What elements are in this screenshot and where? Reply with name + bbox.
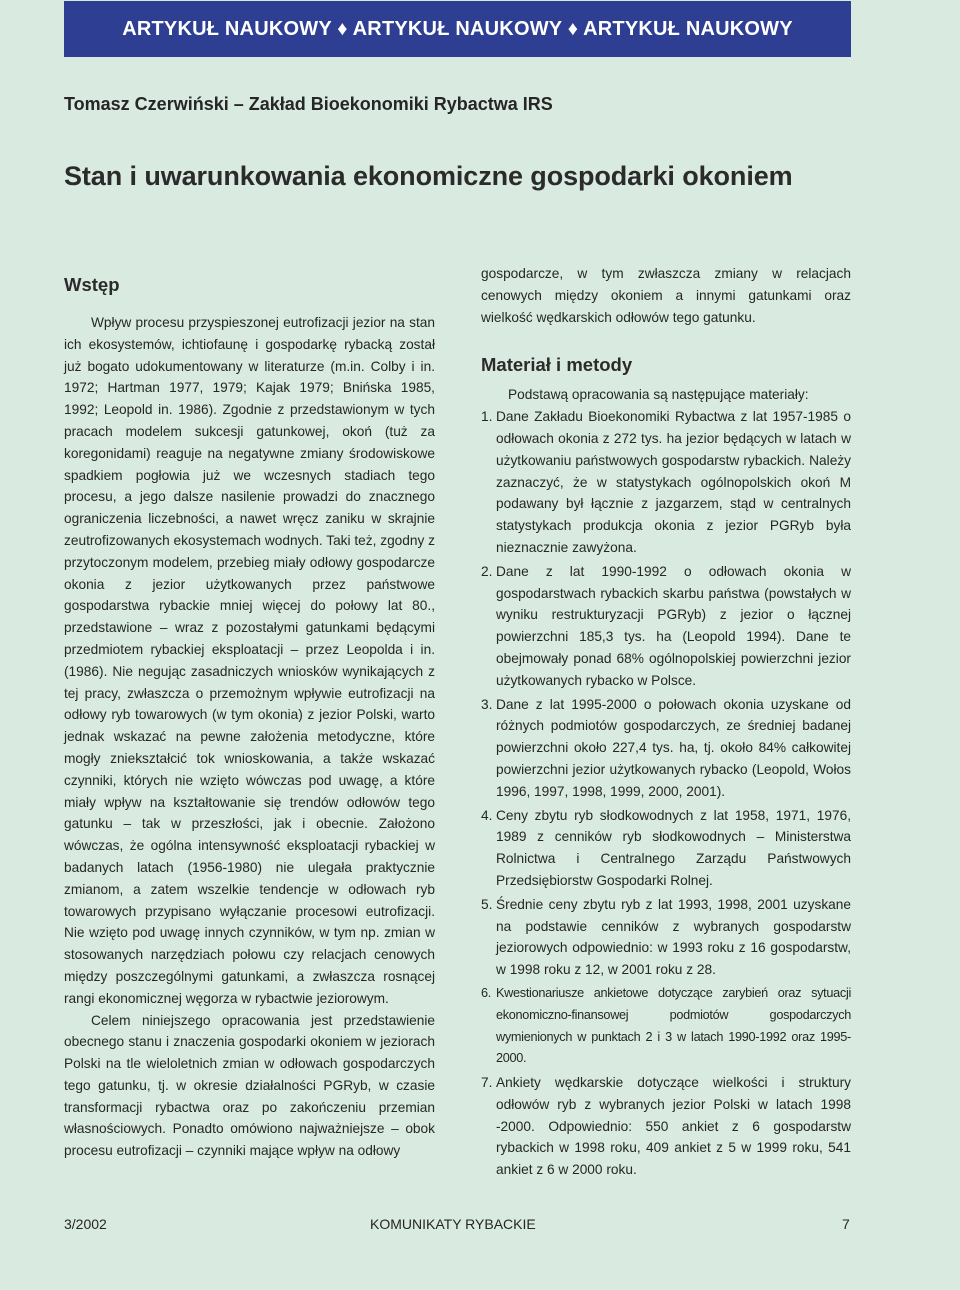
- intro-paragraph-1: Wpływ procesu przyspieszonej eutrofizacji jezior na stan ich ekosystemów, ichtiofaunę i gospodarkę rybacką został już bogato udokumentowany w literaturze (m.in. Colby i in. 1972; Hartman 1977, 1979; Kajak 1979; Bnińska 1985, 1992; Leopold in. 1986). Zgodnie z przedstawionym w tych pracach modelem sukcesji gatunkowej, okoń (tuż za koregonidami) reaguje na negatywne zmiany środowiskowe spadkiem pogłowia już we wczesnych stadiach tego procesu, a jego dalsze nasilenie prowadzi do znacznego ograniczenia liczebności, a nawet wręcz zaniku w skrajnie zeutrofizowanych ekosystemach wodnych. Taki też, zgodny z przytoczonym modelem, przebieg miały odłowy gospodarcze okonia z jezior użytkowanych przez państwowe gospodarstwa rybackie mniej więcej do połowy lat 80., przedstawione – wraz z pozostałymi gatunkami będącymi przedmiotem rybackiej eksploatacji – przez Leopolda i in. (1986). Nie negując zasadniczych wniosków wynikających z tej pracy, zwłaszcza o przemożnym wpływie eutrofizacji na odłowy ryb towarowych (w tym okonia) z jezior Polski, warto jednak wskazać na pewne założenia metodyczne, które mogły zniekształcić tok wnioskowania, a także wskazać czynniki, których nie wzięto wówczas pod uwagę, a które miały wpływ na kształtowanie się trendów odłowów tego gatunku – tak w przeszłości, jak i obecnie. Założono wówczas, że ogólna intensywność eksploatacji rybackiej w badanych latach (1956-1980) nie ulegała praktycznie zmianom, a zatem wszelkie tendencje w odłowach ryb towarowych przypisano wyłączanie procesowi eutrofizacji. Nie wzięto pod uwagę innych czynników, w tym np. zmian w stosowanych narzędziach połowu czy relacjach cenowych między poszczególnymi gatunkami, a zwłaszcza rosnącej rangi ekonomicznej węgorza w rybactwie jeziorowym.: [64, 315, 436, 1006]
- list-item-text: Dane z lat 1995-2000 o połowach okonia uzyskane od różnych podmiotów gospodarczych, ze średniej badanej powierzchni około 227,4 tys. ha, tj. około 84% całkowitej powierzchni jezior użytkowanych rybacko (Leopold, Wołos 1996, 1997, 1998, 1999, 2000, 2001).: [496, 696, 851, 799]
- list-item-text: Ankiety wędkarskie dotyczące wielkości i struktury odłowów ryb z wybranych jezior Polski w latach 1998 -2000. Odpowiednio: 550 ankiet z 6 gospodarstw rybackich w 1998 roku, 409 ankiet z 5 w 1999 roku, 541 ankiet z 6 w 2000 roku.: [496, 1075, 851, 1178]
- list-item-number: 2.: [481, 563, 493, 579]
- section-banner: ARTYKUŁ NAUKOWY ♦ ARTYKUŁ NAUKOWY ♦ ARTYKUŁ NAUKOWY: [64, 1, 851, 57]
- footer-journal-name: KOMUNIKATY RYBACKIE: [370, 1216, 536, 1232]
- footer-issue: 3/2002: [64, 1216, 107, 1232]
- list-item-text: Średnie ceny zbytu ryb z lat 1993, 1998, 2001 uzyskane na podstawie cenników z wybranych gospodarstw jeziorowych odpowiednio: w 1993 roku z 16 gospodarstw, w 1998 roku z 12, w 2001 roku z 28.: [496, 896, 851, 978]
- intro-continuation: gospodarcze, w tym zwłaszcza zmiany w relacjach cenowych między okoniem a innymi gatunkami oraz wielkość wędkarskich odłowów tego gatunku.: [481, 266, 851, 325]
- list-item-number: 4.: [481, 807, 493, 823]
- list-item-number: 7.: [481, 1075, 493, 1091]
- materials-list-item: [481, 406, 851, 559]
- article-title: Stan i uwarunkowania ekonomiczne gospodarki okoniem: [64, 161, 793, 191]
- list-item-number: 1.: [481, 409, 493, 425]
- materials-list-item: [481, 694, 851, 803]
- list-item-text: Dane z lat 1990-1992 o odłowach okonia w gospodarstwach rybackich skarbu państwa (powstałych w wyniku restrukturyzacji PGRyb) z jezior o łącznej powierzchni 185,3 tys. ha (Leopold 1994). Dane te obejmowały ponad 68% ogólnopolskiej powierzchni jezior użytkowanych rybacko w Polsce.: [496, 563, 851, 688]
- methods-intro: Podstawą opracowania są następujące materiały:: [508, 387, 809, 403]
- list-item-number: 3.: [481, 696, 493, 712]
- list-item-number: 5.: [481, 896, 493, 912]
- materials-list-item: [481, 805, 851, 892]
- materials-list-item: [481, 983, 851, 1070]
- list-item-text: Ceny zbytu ryb słodkowodnych z lat 1958, 1971, 1976, 1989 z cenników ryb słodkowodnych – Ministerstwa Rolnictwa i Centralnego Zarządu Państwowych Przedsiębiorstw Gospodarki Rolnej.: [496, 807, 851, 888]
- materials-list-item: [481, 561, 851, 692]
- right-column: [481, 263, 851, 1181]
- left-column: [64, 270, 435, 1162]
- materials-list: [481, 406, 851, 1181]
- list-item-number: 6.: [481, 985, 491, 1000]
- list-item-text: Kwestionariusze ankietowe dotyczące zarybień oraz sytuacji ekonomiczno-finansowej podmiotów gospodarczych wymienionych w punktach 2 i 3 w latach 1990-1992 oraz 1995-2000.: [496, 985, 851, 1066]
- intro-heading: Wstęp: [64, 274, 120, 295]
- footer-page-number: 7: [842, 1216, 850, 1232]
- materials-list-item: [481, 1072, 851, 1181]
- author-affiliation: Tomasz Czerwiński – Zakład Bioekonomiki Rybactwa IRS: [64, 94, 553, 114]
- methods-heading: Materiał i metody: [481, 354, 633, 376]
- intro-paragraph-2: Celem niniejszego opracowania jest przedstawienie obecnego stanu i znaczenia gospodarki okoniem w jeziorach Polski na tle wieloletnich zmian w odłowach gospodarczych tego gatunku, tj. w okresie działalności PGRyb, w czasie transformacji rybactwa oraz po zakończeniu przemian własnościowych. Ponadto omówiono najważniejsze – obok procesu eutrofizacji – czynniki mające wpływ na odłowy: [64, 1012, 435, 1159]
- list-item-text: Dane Zakładu Bioekonomiki Rybactwa z lat 1957-1985 o odłowach okonia z 272 tys. ha jezior będących w latach w użytkowaniu państwowych gospodarstw rybackich. Należy zaznaczyć, że w statystykach ogólnopolskich okoń M podawany był łącznie z jazgarzem, stąd w centralnych statystykach produkcja okonia z jezior PGRyb była nieznacznie zawyżona.: [496, 409, 851, 555]
- materials-list-item: [481, 894, 851, 981]
